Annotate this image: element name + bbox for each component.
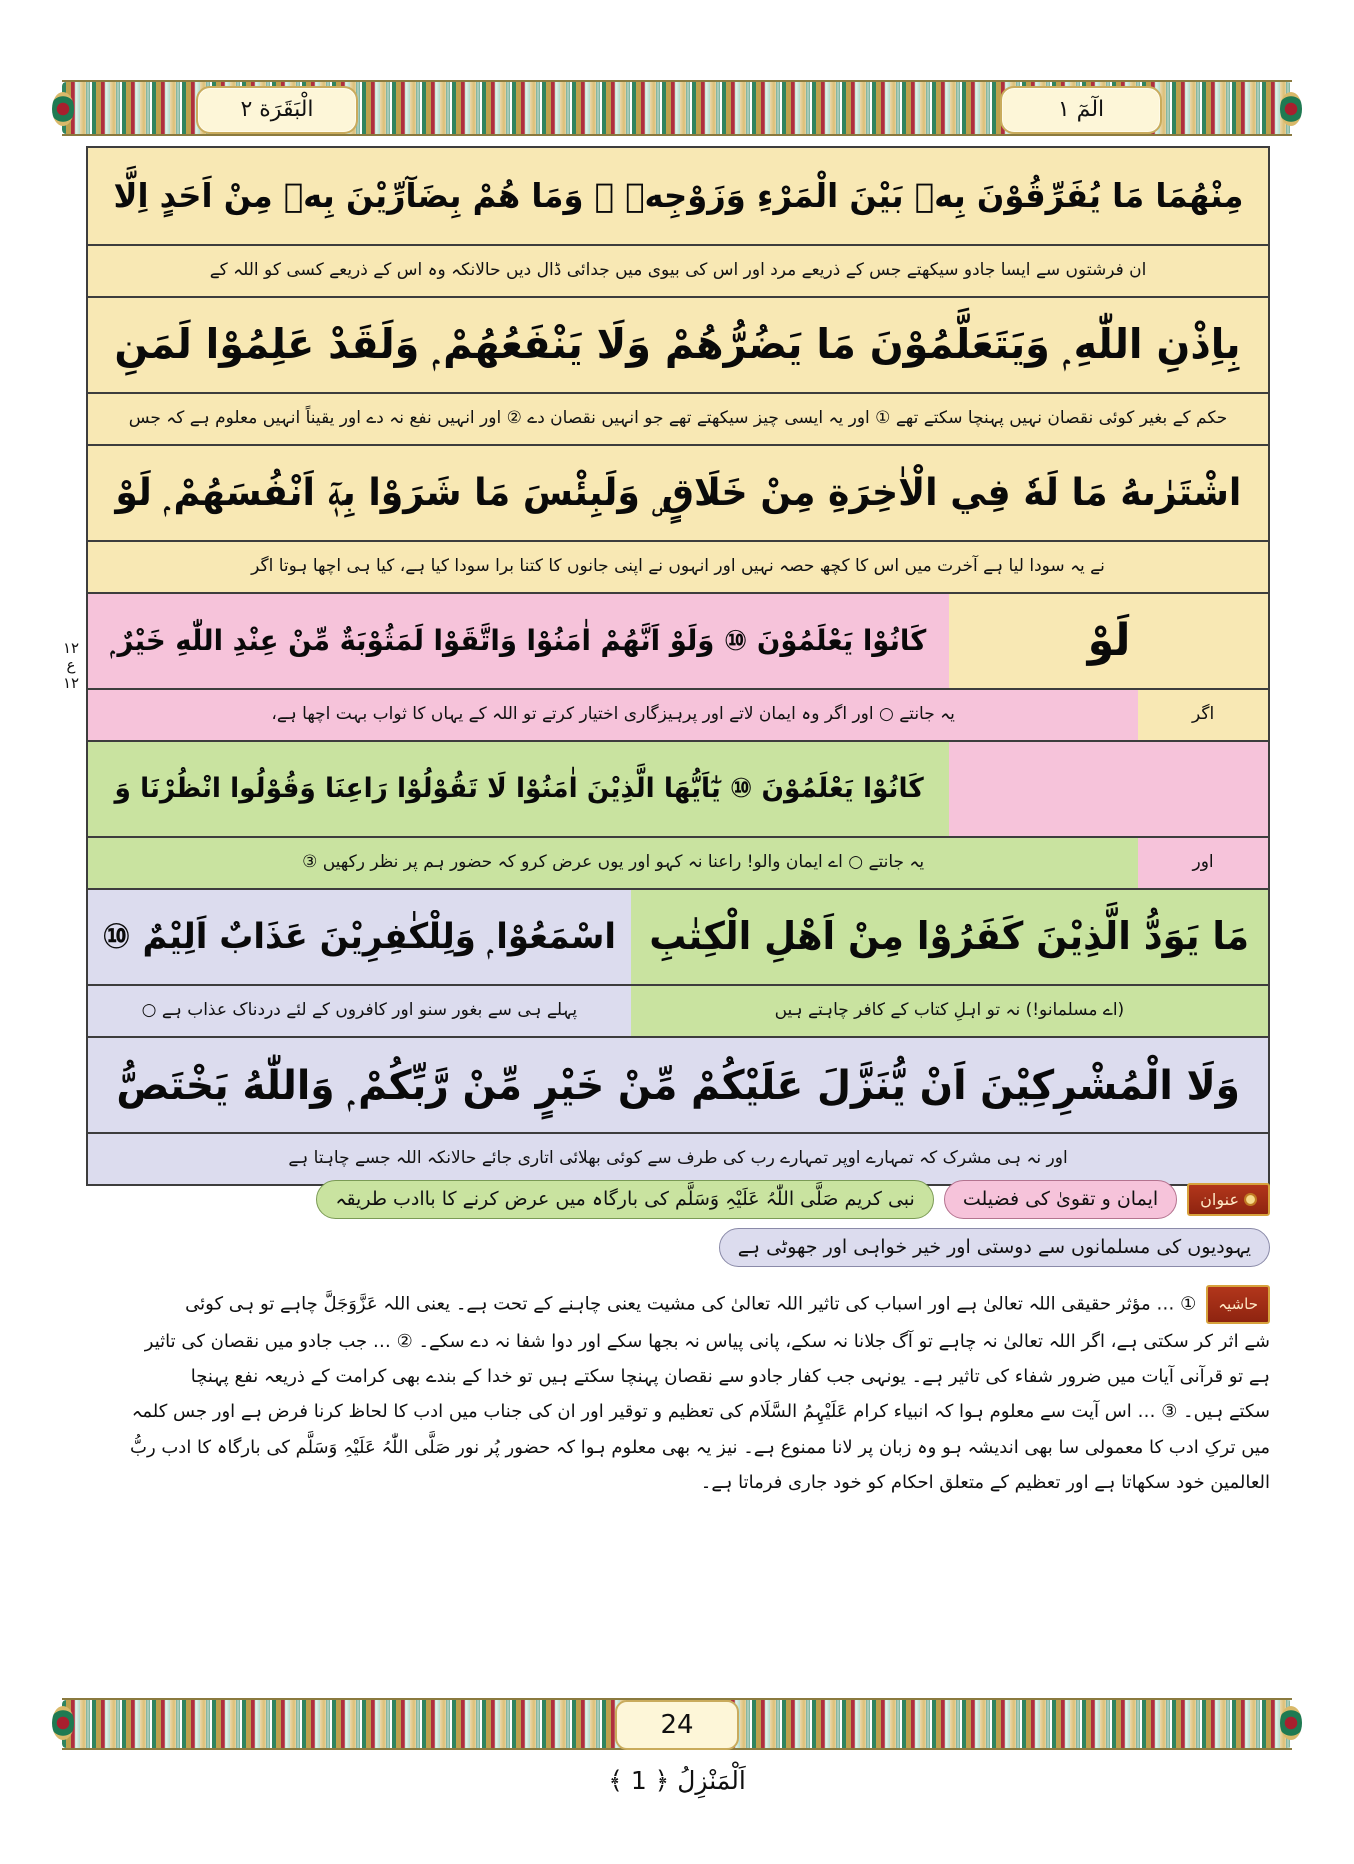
translation-text: ان فرشتوں سے ایسا جادو سیکھتے جس کے ذریعے مرد اور اس کی بیوی میں جدائی ڈال دیں حالانکہ وہ اس کے ذریعے کسی کو اللہ کے [209,260,1147,281]
ayah-segment [88,148,1268,244]
translation-segment [88,690,1138,740]
ayah-text: بِاِذْنِ اللّٰهِ ۭ وَيَتَعَلَّمُوْنَ مَا يَضُرُّهُمْ وَلَا يَنْفَعُهُمْ ۭ وَلَقَدْ عَلِمُوْا لَمَنِ [114,320,1242,369]
footnote-line-4: سکتے ہیں۔ ③ … اس آیت سے معلوم ہوا کہ انبیاء کرام عَلَیْہِمُ السَّلَام کی تعظیم و توقیر اور ان کی جناب میں ادب کا لحاظ کرنا فرض ہے اور جس کلمہ [131,1401,1270,1423]
topic-pill-adab[interactable]: نبی کریم صَلَّی اللّٰہُ عَلَیْہِ وَسَلَّم کی بارگاہ میں عرض کرنے کا باادب طریقہ [316,1180,934,1219]
translation-row [88,244,1268,296]
juz-cartouche [1000,86,1162,134]
footnote-line-2: شے اثر کر سکتی ہے، اگر اللہ تعالیٰ نہ چاہے تو آگ جلانا نہ سکے، پانی پیاس نہ بجھا سکے اور دوا شفا نہ دے سکے۔ ② … جب جادو میں نقصان کی تاثیر [144,1331,1270,1353]
manzil-label: اَلْمَنْزِلُ ﴿ 1 ﴾ [608,1766,746,1795]
hashiya-badge: حاشیہ [1206,1285,1270,1324]
ayah-row [88,888,1268,984]
ayah-segment [88,742,949,836]
translation-row [88,836,1268,888]
ayah-row [88,1036,1268,1132]
unwan-dot-icon [1244,1193,1257,1206]
footnote-text-1: ① … مؤثر حقیقی اللہ تعالیٰ ہے اور اسباب کی تاثیر اللہ تعالیٰ کی مشیت یعنی چاہنے کے تحت ہے۔ یعنی اللہ عَزَّوَجَلَّ چاہے تو ہی کوئی [185,1293,1197,1315]
ruku-marker-symbol: ع [66,656,76,675]
translation-row [88,984,1268,1036]
ayah-segment [88,298,1268,392]
ayah-segment [88,446,1268,540]
surah-label: الْبَقَرَة ٢ [240,97,314,122]
page-number: 24 [615,1700,739,1750]
ruku-side-marker [58,640,84,692]
footnotes-section [86,1285,1270,1500]
footnote-line-1 [86,1285,1270,1324]
translation-row [88,540,1268,592]
ayah-row [88,444,1268,540]
ayah-segment [949,742,1268,836]
topic-pill-taqwa[interactable]: ایمان و تقویٰ کی فضیلت [944,1180,1177,1219]
unwan-label: عنوان [1200,1189,1239,1209]
translation-text: اور نہ ہی مشرک کہ تمہارے اوپر تمہارے رب کی طرف سے کوئی بھلائی اتاری جائے حالانکہ اللہ جسے چاہتا ہے [288,1148,1068,1169]
ayah-segment [631,890,1268,984]
translation-segment [1138,838,1268,888]
translation-segment [88,394,1268,444]
topic-line-2 [86,1228,1270,1267]
ayah-text: لَوْ [1087,614,1131,666]
ayah-text: اشْتَرٰىهُ مَا لَهٗ فِي الْاٰخِرَةِ مِنْ خَلَاقٍ ۣ وَلَبِئْسَ مَا شَرَوْا بِهٖٓ اَنْفُسَهُمْ ۭ لَوْ [115,470,1241,515]
translation-text: نے یہ سودا لیا ہے آخرت میں اس کا کچھ حصہ نہیں اور انہوں نے اپنی جانوں کا کتنا برا سودا کیا ہے، کیا ہی اچھا ہوتا اگر [251,556,1105,577]
footnote-line-6: العالمین خود سکھاتا ہے اور تعظیم کے متعلق احکام کو خود جاری فرماتا ہے۔ [700,1471,1270,1493]
translation-text: حکم کے بغیر کوئی نقصان نہیں پہنچا سکتے تھے ① اور یہ ایسی چیز سیکھتے تھے جو انہیں نقصان دے ② اور انہیں نفع نہ دے اور یقیناً انہیں معلوم ہے کہ جس [128,408,1228,429]
ayah-row [88,148,1268,244]
quran-text-frame [86,146,1270,1186]
ayah-row [88,740,1268,836]
topic-pill-yahood[interactable]: یہودیوں کی مسلمانوں سے دوستی اور خیر خواہی اور جھوٹی ہے [719,1228,1270,1267]
ruku-marker-bottom: ١٢ [62,673,80,692]
header-rule-bottom [62,134,1292,136]
translation-segment [88,542,1268,592]
translation-text: اور [1192,852,1214,873]
translation-text: یہ جانتے ○ اے ایمان والو! راعنا نہ کہو اور یوں عرض کرو کہ حضور ہم پر نظر رکھیں ③ [302,852,925,873]
translation-segment [88,986,631,1036]
ayah-text: كَانُوْا يَعْلَمُوْنَ ⑩ وَلَوْ اَنَّهُمْ اٰمَنُوْا وَاتَّقَوْا لَمَثُوْبَةٌ مِّنْ عِنْدِ اللّٰهِ خَيْرٌ ۭ [110,624,927,658]
header-endcap-left-icon [52,92,74,126]
translation-segment [88,246,1268,296]
translation-segment [88,1134,1268,1184]
footer-endcap-right-icon [1280,1706,1302,1740]
translation-row [88,392,1268,444]
ayah-text: مَا يَوَدُّ الَّذِيْنَ كَفَرُوْا مِنْ اَهْلِ الْكِتٰبِ [649,914,1250,959]
translation-text: پہلے ہی سے بغور سنو اور کافروں کے لئے دردناک عذاب ہے ○ [141,1000,578,1021]
footnote-line-5: میں ترکِ ادب کا معمولی سا بھی اندیشہ ہو وہ زبان پر لانا ممنوع ہے۔ نیز یہ بھی معلوم ہوا کہ حضور پُر نور صَلَّی اللّٰہُ عَلَیْہِ وَسَلَّم کی بارگاہ کا ادب ربُّ [130,1436,1270,1458]
ayah-text: وَلَا الْمُشْرِكِيْنَ اَنْ يُّنَزَّلَ عَلَيْكُمْ مِّنْ خَيْرٍ مِّنْ رَّبِّكُمْ ۭ وَاللّٰهُ يَخْتَصُّ [116,1060,1240,1109]
translation-segment [631,986,1268,1036]
footnote-line-3: ہے تو قرآنی آیات میں ضرور شفاء کی تاثیر ہے۔ یونہی جب کفار جادو سے نقصان پہنچا سکتے ہیں تو خدا کے بندے بھی کرامت کے ذریعہ نفع پہنچا [190,1366,1270,1388]
ayah-segment [88,890,631,984]
ayah-text: كَانُوْا يَعْلَمُوْنَ ⑩ يٰٓاَيُّهَا الَّذِيْنَ اٰمَنُوْا لَا تَقُوْلُوْا رَاعِنَا وَقُوْلُوا انْظُرْنَا وَ [114,772,924,804]
topic-line-1 [86,1180,1270,1219]
header-endcap-right-icon [1280,92,1302,126]
surah-cartouche [196,86,358,134]
translation-segment [1138,690,1268,740]
ruku-marker-top: ١٢ [62,639,80,657]
translation-row [88,1132,1268,1184]
translation-row [88,688,1268,740]
ayah-text: اسْمَعُوْا ۭ وَلِلْكٰفِرِيْنَ عَذَابٌ اَلِيْمٌ ⑩ [102,916,617,957]
ayah-segment [88,1038,1268,1132]
ayah-row [88,296,1268,392]
translation-text: یہ جانتے ○ اور اگر وہ ایمان لاتے اور پرہیزگاری اختیار کرتے تو اللہ کے یہاں کا ثواب بہت اچھا ہے، [271,704,955,725]
unwan-badge [1187,1183,1270,1216]
ayah-text: مِنْهُمَا مَا يُفَرِّقُوْنَ بِهٖ بَيْنَ الْمَرْءِ وَزَوْجِهٖ ۭ وَمَا هُمْ بِضَآرِّيْنَ بِهٖ مِنْ اَحَدٍ اِلَّا [113,175,1243,215]
translation-text: (اے مسلمانو!) نہ تو اہلِ کتاب کے کافر چاہتے ہیں [774,1000,1125,1021]
footer-endcap-left-icon [52,1706,74,1740]
translation-text: اگر [1191,704,1215,725]
translation-segment [88,838,1138,888]
ayah-segment [949,594,1268,688]
ayah-row [88,592,1268,688]
ayah-segment [88,594,949,688]
topic-headings [86,1180,1270,1276]
juz-label: الٓمٓ ١ [1057,97,1105,122]
